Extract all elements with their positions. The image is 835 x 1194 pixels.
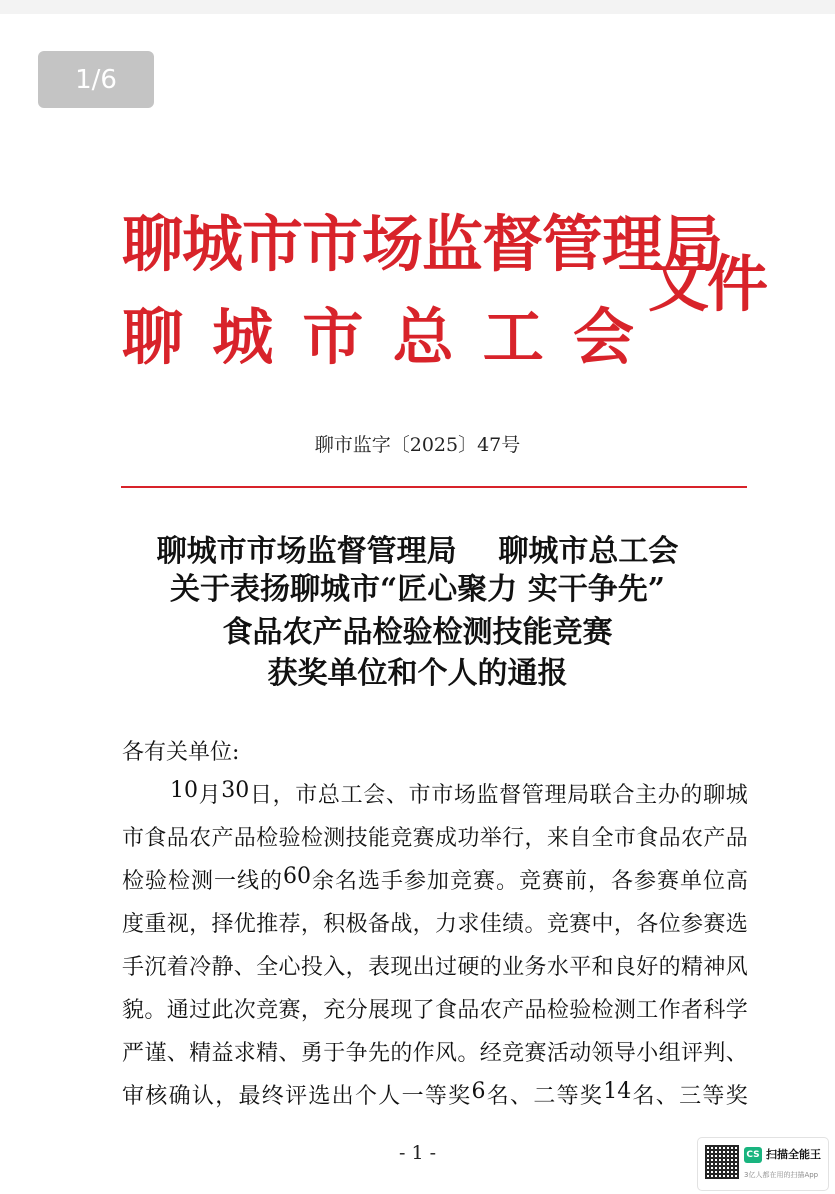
body-char: 良: [613, 955, 636, 980]
body-char: 检: [300, 826, 323, 851]
body-line-text: [122, 993, 748, 1024]
body-char: 重: [144, 912, 167, 937]
body-char: 功: [457, 826, 480, 851]
body-char: 能: [367, 826, 390, 851]
body-char: 、: [166, 1041, 189, 1066]
body-char: 优: [233, 912, 256, 937]
body-char: 主: [635, 783, 658, 808]
body-char: 争: [345, 1041, 368, 1066]
red-divider: [121, 486, 747, 488]
body-char: 过: [189, 998, 212, 1023]
body-char: 名: [486, 1084, 509, 1109]
body-char: 佳: [479, 912, 502, 937]
body-char: 硬: [457, 955, 480, 980]
body-char: 验: [278, 826, 301, 851]
body-char: 一: [214, 869, 237, 894]
body-char: 、: [233, 955, 256, 980]
body-char: 备: [367, 912, 390, 937]
body-char: 先: [367, 1041, 390, 1066]
body-char: 赛: [569, 912, 592, 937]
issuer-char: 聊: [122, 302, 184, 373]
issuer-trade-union: [122, 289, 634, 376]
body-char: 市: [613, 826, 636, 851]
body-char: 总: [317, 783, 340, 808]
issuer-char: 城: [212, 302, 274, 373]
body-char: 工: [340, 783, 363, 808]
qr-code-icon: [705, 1145, 739, 1179]
body-char: 品: [166, 826, 189, 851]
body-char: 积: [323, 912, 346, 937]
body-char: 月: [198, 783, 221, 808]
body-char: 科: [703, 998, 726, 1023]
body-char: 择: [211, 912, 234, 937]
body-char: 最: [238, 1084, 261, 1109]
body-char: 心: [278, 955, 301, 980]
body-char: 名: [632, 1084, 655, 1109]
body-char: 人: [378, 1084, 401, 1109]
body-char: 市: [295, 783, 318, 808]
body-char: ，: [189, 912, 212, 937]
body-char: 平: [569, 955, 592, 980]
body-char: 验: [569, 998, 592, 1023]
body-char: 冷: [189, 955, 212, 980]
body-char: 作: [412, 1041, 435, 1066]
body-char: 组: [658, 1041, 681, 1066]
body-char: 作: [658, 998, 681, 1023]
body-char: 赛: [524, 1041, 547, 1066]
body-char: 检: [546, 998, 569, 1023]
body-char: 终: [261, 1084, 284, 1109]
body-line-text: [122, 1036, 748, 1067]
body-char: ，: [587, 869, 610, 894]
body-char: 通: [166, 998, 189, 1023]
body-char: 品: [233, 826, 256, 851]
body-char: 此: [211, 998, 234, 1023]
body-char: 6: [471, 1079, 486, 1104]
title-line-3: 食品农产品检验检测技能竞赛: [222, 615, 613, 650]
document-suffix: 文件: [648, 249, 767, 320]
body-char: ，: [412, 912, 435, 937]
body-char: 严: [122, 1041, 145, 1066]
body-char: 小: [636, 1041, 659, 1066]
body-char: 手: [380, 869, 403, 894]
body-char: 农: [680, 826, 703, 851]
body-char: 二: [533, 1084, 556, 1109]
body-char: 精: [256, 1041, 279, 1066]
body-char: 中: [591, 912, 614, 937]
body-char: 农: [479, 998, 502, 1023]
body-char: 30: [221, 778, 250, 803]
body-char: 食: [435, 998, 458, 1023]
body-char: 赛: [703, 912, 726, 937]
body-char: 导: [613, 1041, 636, 1066]
body-char: 审: [122, 1084, 145, 1109]
body-char: 学: [725, 998, 748, 1023]
body-char: 检: [591, 998, 614, 1023]
body-char: 加: [426, 869, 449, 894]
body-char: 分: [345, 998, 368, 1023]
body-char: 参: [633, 869, 656, 894]
body-char: 监: [476, 783, 499, 808]
body-char: 测: [613, 998, 636, 1023]
body-char: 表: [367, 955, 390, 980]
body-char: 经: [479, 1041, 502, 1066]
body-char: 各: [610, 869, 633, 894]
watermark-app-name: 扫描全能王: [766, 1148, 821, 1161]
body-char: 个: [354, 1084, 377, 1109]
body-char: 单: [679, 869, 702, 894]
body-char: 竞: [502, 1041, 525, 1066]
body-char: 风: [435, 1041, 458, 1066]
body-char: 益: [211, 1041, 234, 1066]
body-char: 视: [166, 912, 189, 937]
body-char: 。: [144, 998, 167, 1023]
body-char: 前: [564, 869, 587, 894]
body-char: 督: [499, 783, 522, 808]
body-char: 余: [311, 869, 334, 894]
title-line-4: 获奖单位和个人的通报: [267, 656, 568, 691]
body-char: 竞: [546, 912, 569, 937]
body-char: 手: [122, 955, 145, 980]
body-char: 、: [385, 783, 408, 808]
title-line-1: 聊城市市场监督管理局 聊城市总工会: [156, 534, 679, 569]
body-char: ，: [613, 912, 636, 937]
body-char: 务: [524, 955, 547, 980]
body-char: 、: [510, 1084, 533, 1109]
body-char: 检: [256, 826, 279, 851]
body-char: 14: [603, 1079, 632, 1104]
watermark-tagline: 3亿人都在用的扫描App: [744, 1171, 819, 1179]
body-char: 貌: [122, 998, 145, 1023]
body-char: 成: [435, 826, 458, 851]
body-char: 检: [168, 869, 191, 894]
body-char: 一: [401, 1084, 424, 1109]
body-char: 技: [345, 826, 368, 851]
title-line-2: 关于表扬聊城市“匠心聚力 实干争先”: [170, 572, 665, 607]
body-char: 名: [334, 869, 357, 894]
body-char: 动: [569, 1041, 592, 1066]
body-char: 领: [591, 1041, 614, 1066]
issuer-char: 市: [302, 302, 364, 373]
body-char: 合: [612, 783, 635, 808]
body-char: 赛: [472, 869, 495, 894]
body-char: 水: [546, 955, 569, 980]
body-char: 测: [191, 869, 214, 894]
body-char: 位: [658, 912, 681, 937]
body-char: 绩: [502, 912, 525, 937]
body-char: 。: [524, 912, 547, 937]
body-char: 产: [502, 998, 525, 1023]
body-char: 场: [453, 783, 476, 808]
body-char: 的: [260, 869, 283, 894]
body-char: 城: [725, 783, 748, 808]
body-line-text: [122, 907, 748, 938]
body-char: 测: [323, 826, 346, 851]
body-char: ，: [345, 955, 368, 980]
body-char: 检: [122, 869, 145, 894]
body-char: 的: [680, 783, 703, 808]
body-char: 选: [357, 869, 380, 894]
body-char: 的: [479, 955, 502, 980]
body-char: 精: [189, 1041, 212, 1066]
body-char: 勇: [300, 1041, 323, 1066]
body-char: ，: [215, 1084, 238, 1109]
body-char: 农: [189, 826, 212, 851]
body-char: 求: [457, 912, 480, 937]
body-char: 产: [211, 826, 234, 851]
body-char: 局: [567, 783, 590, 808]
body-char: ，: [300, 998, 323, 1023]
body-char: 品: [725, 826, 748, 851]
body-char: 参: [403, 869, 426, 894]
body-char: 确: [168, 1084, 191, 1109]
body-char: 高: [725, 869, 748, 894]
body-char: 荐: [278, 912, 301, 937]
body-char: 等: [556, 1084, 579, 1109]
body-char: 日: [249, 783, 272, 808]
body-char: 展: [367, 998, 390, 1023]
body-char: 神: [703, 955, 726, 980]
body-char: 办: [657, 783, 680, 808]
body-char: 竞: [449, 869, 472, 894]
camscanner-logo-icon: CS: [744, 1147, 762, 1163]
body-char: 现: [390, 998, 413, 1023]
body-char: 次: [233, 998, 256, 1023]
body-char: 于: [323, 1041, 346, 1066]
body-char: 出: [412, 955, 435, 980]
body-char: 者: [680, 998, 703, 1023]
body-char: 求: [233, 1041, 256, 1066]
body-char: ，: [524, 826, 547, 851]
body-char: 充: [323, 998, 346, 1023]
body-char: 市: [431, 783, 454, 808]
body-char: 过: [435, 955, 458, 980]
body-char: ，: [272, 783, 295, 808]
body-char: 和: [591, 955, 614, 980]
salutation: 各有关单位:: [122, 740, 240, 765]
body-char: 着: [166, 955, 189, 980]
body-char: 投: [300, 955, 323, 980]
body-char: 验: [145, 869, 168, 894]
body-char: 判: [703, 1041, 726, 1066]
body-char: 好: [636, 955, 659, 980]
body-char: 产: [703, 826, 726, 851]
document-number: 聊市监字〔2025〕47号: [314, 434, 521, 456]
body-char: 的: [390, 1041, 413, 1066]
body-char: 参: [680, 912, 703, 937]
issuer-char: 总: [392, 302, 454, 373]
body-char: 推: [256, 912, 279, 937]
body-char: 度: [122, 912, 145, 937]
body-char: 品: [658, 826, 681, 851]
body-char: 。: [457, 1041, 480, 1066]
body-char: 等: [702, 1084, 725, 1109]
body-char: 奖: [725, 1084, 748, 1109]
body-char: 联: [589, 783, 612, 808]
body-char: 三: [679, 1084, 702, 1109]
body-char: 沉: [144, 955, 167, 980]
body-char: 战: [390, 912, 413, 937]
body-char: 全: [256, 955, 279, 980]
body-char: ，: [300, 912, 323, 937]
body-char: 奖: [579, 1084, 602, 1109]
body-char: 行: [502, 826, 525, 851]
body-char: 选: [725, 912, 748, 937]
issuer-market-supervision: 聊城市市场监督管理局: [122, 209, 723, 280]
body-char: 核: [145, 1084, 168, 1109]
body-char: 自: [569, 826, 592, 851]
body-char: 谨: [144, 1041, 167, 1066]
body-char: 赛: [278, 998, 301, 1023]
body-char: 评: [285, 1084, 308, 1109]
body-char: 的: [658, 955, 681, 980]
page-number: - 1 -: [398, 1142, 436, 1164]
body-char: 精: [680, 955, 703, 980]
body-char: 会: [363, 783, 386, 808]
body-char: 赛: [656, 869, 679, 894]
scanner-watermark: [697, 1137, 829, 1191]
body-char: 选: [308, 1084, 331, 1109]
body-char: 市: [122, 826, 145, 851]
body-char: 。: [495, 869, 518, 894]
body-char: 极: [345, 912, 368, 937]
body-char: 竞: [390, 826, 413, 851]
body-char: 风: [725, 955, 748, 980]
body-char: 位: [702, 869, 725, 894]
body-char: 力: [435, 912, 458, 937]
body-char: 、: [655, 1084, 678, 1109]
body-char: 竞: [518, 869, 541, 894]
body-char: 举: [479, 826, 502, 851]
body-char: 食: [636, 826, 659, 851]
body-char: 业: [502, 955, 525, 980]
body-char: 赛: [541, 869, 564, 894]
body-char: 出: [331, 1084, 354, 1109]
body-char: 全: [591, 826, 614, 851]
body-char: 静: [211, 955, 234, 980]
body-char: 市: [408, 783, 431, 808]
body-char: 品: [524, 998, 547, 1023]
issuer-char: 工: [482, 302, 544, 373]
body-char: 60: [283, 864, 311, 889]
body-line-text: [122, 950, 748, 981]
body-line-text: [170, 778, 748, 809]
body-char: 工: [636, 998, 659, 1023]
body-char: 10: [170, 778, 198, 803]
body-char: 活: [546, 1041, 569, 1066]
body-char: 食: [144, 826, 167, 851]
body-char: 了: [412, 998, 435, 1023]
body-char: 、: [725, 1041, 748, 1066]
body-char: 现: [390, 955, 413, 980]
body-char: 等: [424, 1084, 447, 1109]
body-char: 入: [323, 955, 346, 980]
body-char: 各: [636, 912, 659, 937]
body-char: 来: [546, 826, 569, 851]
body-line-text: [122, 821, 748, 852]
body-char: 奖: [448, 1084, 471, 1109]
body-char: 线: [237, 869, 260, 894]
body-char: 认: [191, 1084, 214, 1109]
body-char: 竞: [256, 998, 279, 1023]
body-char: 聊: [703, 783, 726, 808]
body-char: 评: [680, 1041, 703, 1066]
body-char: 理: [544, 783, 567, 808]
issuer-char: 会: [572, 302, 634, 373]
body-char: 品: [457, 998, 480, 1023]
body-char: 管: [521, 783, 544, 808]
body-line-text: [122, 864, 748, 895]
body-line-text: [122, 1079, 748, 1110]
body-char: 、: [278, 1041, 301, 1066]
body-char: 赛: [412, 826, 435, 851]
page-indicator: 1/6: [38, 51, 154, 108]
